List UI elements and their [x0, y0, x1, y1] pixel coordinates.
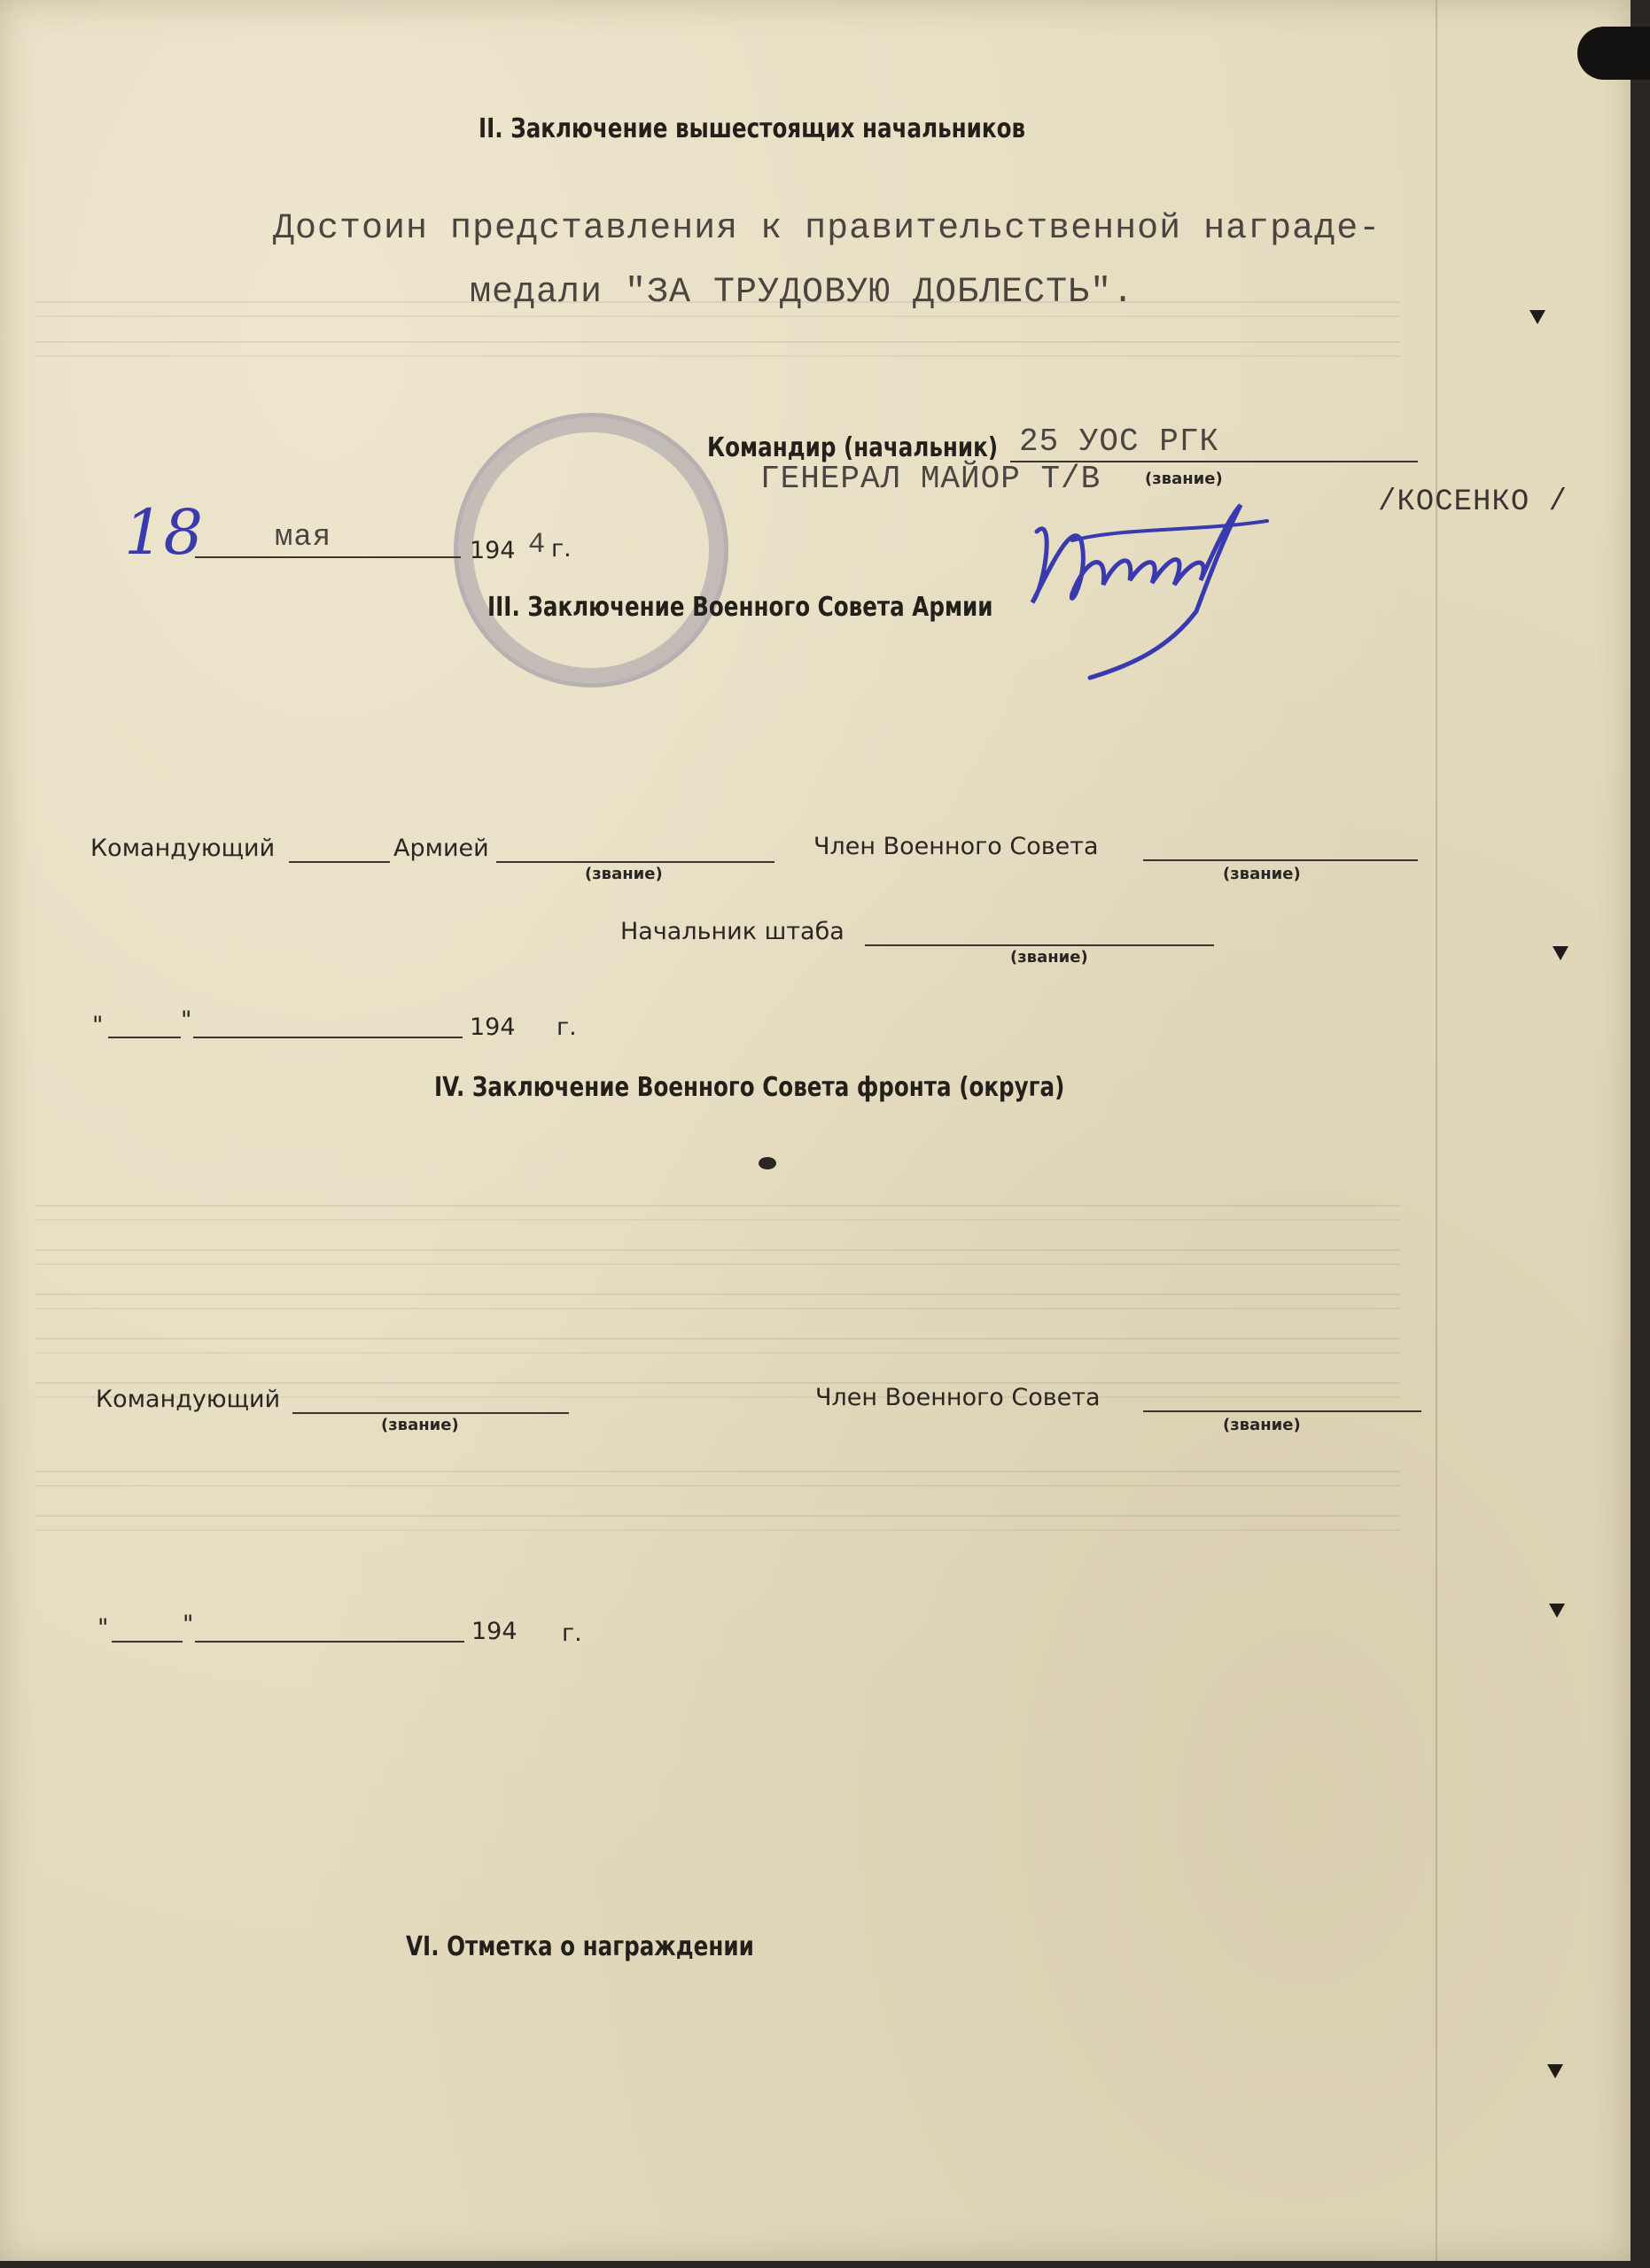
bleed-through-line	[35, 1471, 1400, 1487]
rank-value: ГЕНЕРАЛ МАЙОР Т/В	[760, 461, 1101, 497]
handwritten-day: 18	[124, 496, 204, 569]
bleed-through-line	[35, 1515, 1400, 1531]
front-date-month-line	[195, 1641, 464, 1643]
rank-caption: (звание)	[1145, 470, 1223, 488]
chief-of-staff-rank-line	[865, 944, 1214, 946]
chief-of-staff-label: Начальник штаба	[620, 918, 844, 945]
front-date-g: г.	[562, 1619, 582, 1647]
army-council-rank-caption: (звание)	[1223, 865, 1301, 883]
margin-line	[1436, 0, 1437, 2261]
conclusion-text-line-2: медали "ЗА ТРУДОВУЮ ДОБЛЕСТЬ".	[470, 273, 1135, 313]
margin-mark	[1529, 310, 1545, 324]
army-date-year-prefix: 194	[470, 1014, 516, 1041]
front-council-member-label: Член Военного Совета	[815, 1384, 1101, 1411]
bleed-through-line	[35, 1249, 1400, 1265]
signatory-surname: /КОСЕНКО /	[1378, 485, 1568, 519]
bleed-through-line	[35, 1338, 1400, 1354]
army-rank-line	[496, 861, 774, 863]
section-2-heading: II. Заключение вышестоящих начальников	[479, 113, 1026, 144]
commander-signature	[1019, 478, 1303, 691]
front-date-year-prefix: 194	[471, 1618, 518, 1645]
section-3-heading: III. Заключение Военного Совета Армии	[487, 592, 993, 623]
date-month: мая	[275, 521, 332, 555]
conclusion-text-line-1: Достоин представления к правительственной награде-	[273, 209, 1381, 249]
army-date-day-line	[108, 1037, 181, 1038]
ink-spot	[759, 1157, 776, 1169]
margin-mark	[1547, 2064, 1563, 2078]
bleed-through-line	[35, 1293, 1400, 1309]
army-council-rank-line	[1143, 859, 1418, 861]
corner-blot	[1577, 27, 1650, 80]
date-g: г.	[551, 535, 572, 563]
front-council-rank-line	[1143, 1410, 1421, 1412]
front-commander-rank-line	[292, 1412, 569, 1414]
army-number-line	[289, 861, 390, 863]
date-year-suffix: 4	[528, 528, 547, 561]
margin-mark	[1549, 1604, 1565, 1618]
front-council-rank-caption: (звание)	[1223, 1416, 1301, 1434]
army-rank-caption: (звание)	[585, 865, 663, 883]
chief-of-staff-rank-caption: (звание)	[1010, 948, 1088, 967]
army-label: Армией	[393, 835, 489, 862]
commander-label: Командир (начальник)	[707, 432, 999, 463]
army-commander-label: Командующий	[90, 835, 276, 862]
margin-mark	[1553, 946, 1568, 960]
front-date-day-line	[112, 1641, 183, 1643]
date-year-prefix: 194	[470, 537, 516, 564]
bleed-through-line	[35, 341, 1400, 357]
commander-unit-value: 25 УОС РГК	[1019, 423, 1220, 460]
section-4-heading: IV. Заключение Военного Совета фронта (округа)	[434, 1072, 1065, 1103]
bleed-through-line	[35, 1205, 1400, 1221]
section-6-heading: VI. Отметка о награждении	[406, 1931, 754, 1962]
document-page: II. Заключение вышестоящих начальников Достоин представления к правительственной награде- медали "ЗА ТРУДОВУЮ ДОБЛЕСТЬ". Командир (начальник) 25 УОС РГК ГЕНЕРАЛ МАЙОР Т/В (звание) /КОСЕНКО / 18 мая 194 4 г. III. Заключение Военного Совета Армии Командующий Армией (звание) Член Военного Совета (звание) Начальник штаба (звание) " " 194 г. IV. Заключение Военного Совета фронта (округа) Командующий (звание) Член Военного Совета (звание) " " 194 г. VI. Отметка о награждении	[0, 0, 1631, 2261]
front-commander-label: Командующий	[96, 1386, 281, 1413]
front-commander-rank-caption: (звание)	[381, 1416, 459, 1434]
army-date-g: г.	[556, 1014, 577, 1041]
army-date-month-line	[193, 1037, 463, 1038]
army-council-member-label: Член Военного Совета	[813, 833, 1099, 860]
date-month-underline	[195, 556, 461, 558]
